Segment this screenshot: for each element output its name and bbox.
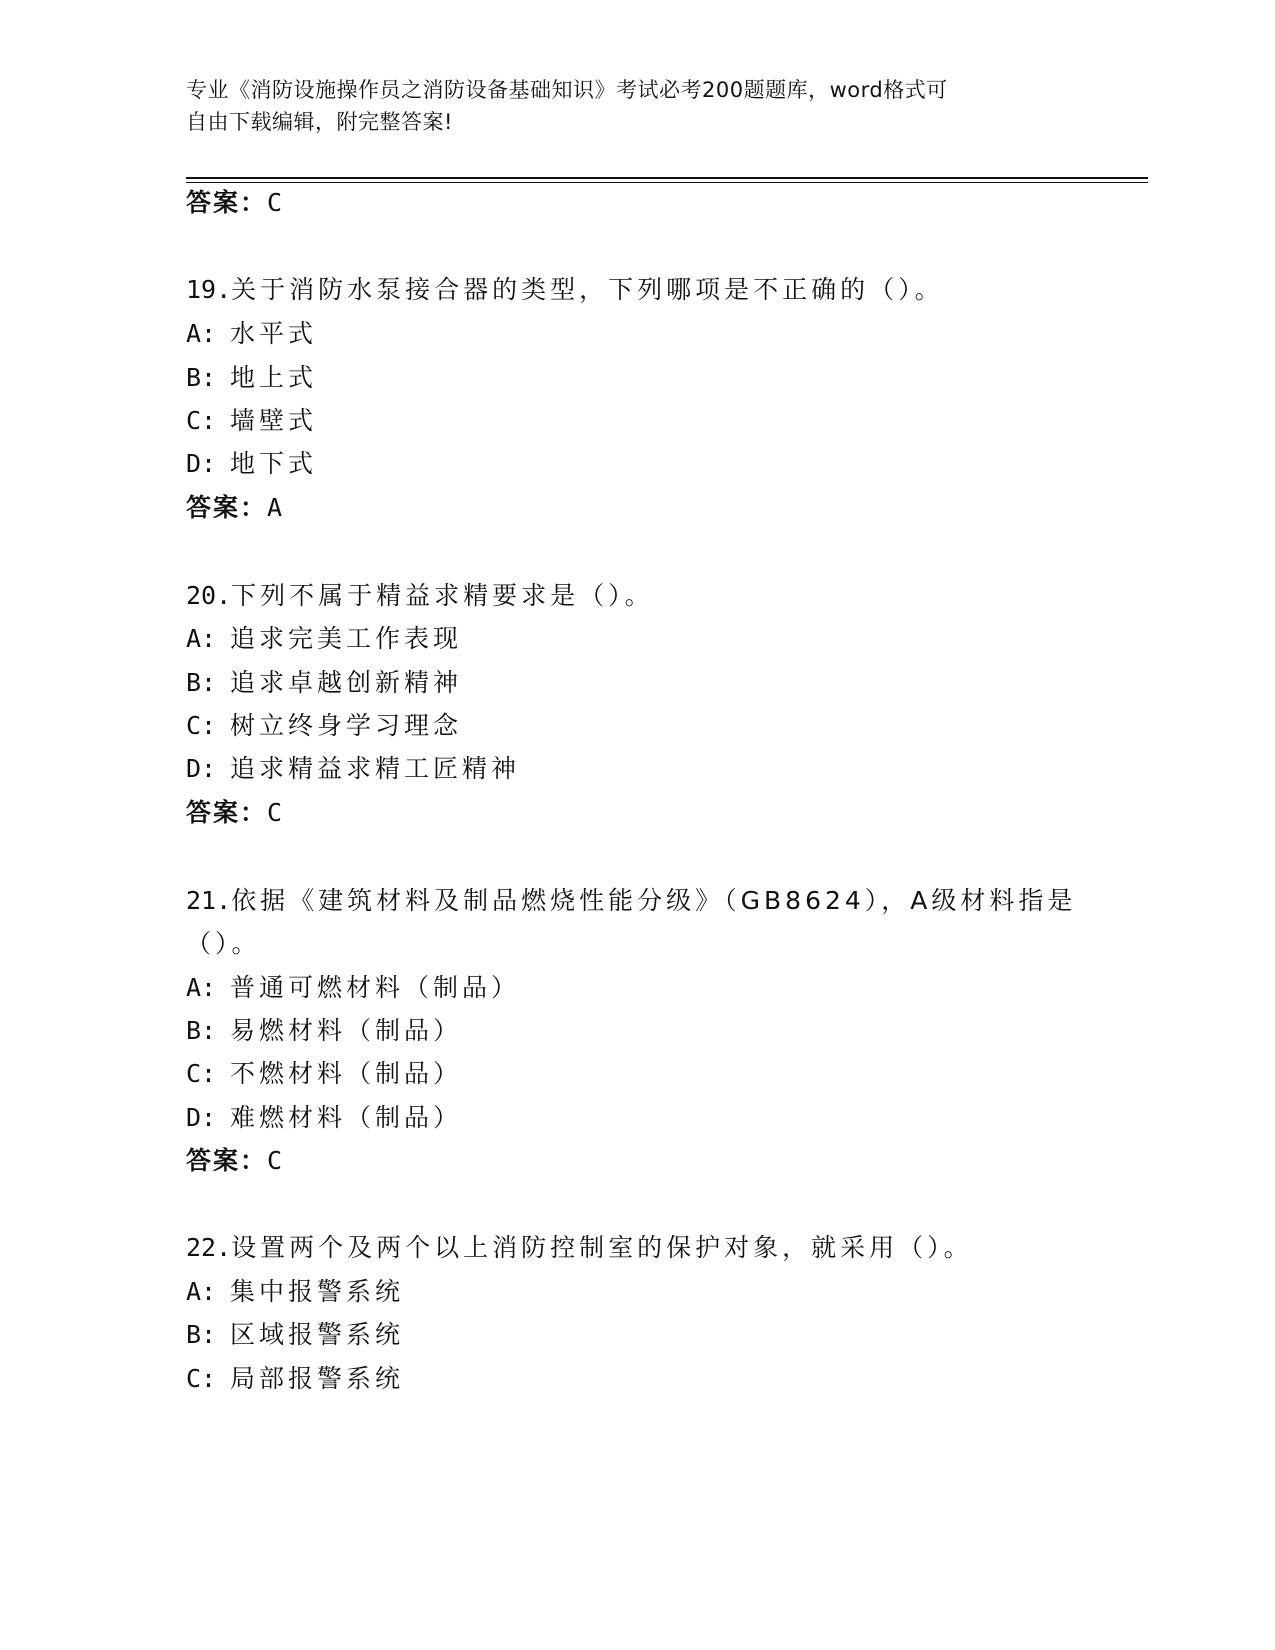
question-21 [186, 885, 1076, 917]
option-19-b [186, 362, 317, 394]
question-19 [186, 274, 944, 306]
answer-line-prev [186, 187, 283, 219]
answer-label: 答案： [186, 798, 268, 827]
answer-line-21 [186, 1145, 283, 1177]
answer-value: A [267, 493, 284, 522]
option-text: 不燃材料（制品） [230, 1059, 463, 1088]
question-22 [186, 1232, 973, 1264]
document-header [186, 74, 1066, 138]
option-key: D: [186, 754, 217, 783]
option-19-a [186, 318, 317, 350]
header-line-2: 自由下载编辑，附完整答案! [186, 110, 453, 134]
option-text: 局部报警系统 [230, 1364, 405, 1393]
question-text: 依据《建筑材料及制品燃烧性能分级》（GB8624），A级材料指是 [231, 886, 1077, 915]
option-text: 水平式 [230, 319, 318, 348]
option-20-d [186, 753, 520, 785]
option-key: A: [186, 1277, 217, 1306]
option-key: C: [186, 1059, 217, 1088]
question-number: 21. [186, 886, 232, 915]
question-text: 关于消防水泵接合器的类型，下列哪项是不正确的（）。 [231, 275, 944, 304]
option-20-a [186, 623, 462, 655]
option-text: 区域报警系统 [230, 1320, 405, 1349]
option-21-d [186, 1102, 462, 1134]
header-divider-thick [186, 177, 1148, 179]
option-20-c [186, 710, 462, 742]
answer-value: C [267, 1146, 284, 1175]
option-key: D: [186, 1103, 217, 1132]
option-19-d [186, 448, 317, 480]
option-text: 追求精益求精工匠精神 [230, 754, 521, 783]
option-22-a [186, 1276, 404, 1308]
question-21-continuation [186, 928, 261, 960]
option-key: B: [186, 363, 217, 392]
option-key: A: [186, 624, 217, 653]
option-key: C: [186, 1364, 217, 1393]
question-number: 19. [186, 275, 232, 304]
option-text: 地下式 [230, 449, 318, 478]
answer-value: C [267, 188, 284, 217]
answer-label: 答案： [186, 493, 268, 522]
question-number: 22. [186, 1233, 232, 1262]
option-21-c [186, 1058, 462, 1090]
question-text: 下列不属于精益求精要求是（）。 [231, 581, 654, 610]
question-20 [186, 580, 654, 612]
question-text: 设置两个及两个以上消防控制室的保护对象，就采用（）。 [231, 1233, 973, 1262]
answer-line-20 [186, 797, 283, 829]
option-21-a [186, 972, 520, 1004]
option-22-c [186, 1363, 404, 1395]
answer-label: 答案： [186, 188, 268, 217]
header-line-1: 专业《消防设施操作员之消防设备基础知识》考试必考200题题库，word格式可 [186, 78, 948, 102]
option-key: A: [186, 973, 217, 1002]
option-text: 追求卓越创新精神 [230, 668, 463, 697]
option-text: 普通可燃材料（制品） [230, 973, 521, 1002]
option-text: 墙壁式 [230, 406, 318, 435]
header-divider-thin [186, 182, 1148, 183]
option-key: B: [186, 668, 217, 697]
option-text: 集中报警系统 [230, 1277, 405, 1306]
option-text: 树立终身学习理念 [230, 711, 463, 740]
option-key: A: [186, 319, 217, 348]
answer-label: 答案： [186, 1146, 268, 1175]
option-key: B: [186, 1320, 217, 1349]
option-key: B: [186, 1016, 217, 1045]
answer-value: C [267, 798, 284, 827]
question-number: 20. [186, 581, 232, 610]
option-20-b [186, 667, 462, 699]
option-text: 难燃材料（制品） [230, 1103, 463, 1132]
option-22-b [186, 1319, 404, 1351]
option-key: C: [186, 406, 217, 435]
option-text: 易燃材料（制品） [230, 1016, 463, 1045]
option-key: D: [186, 449, 217, 478]
question-text-continued: （）。 [186, 929, 261, 958]
option-21-b [186, 1015, 462, 1047]
option-text: 追求完美工作表现 [230, 624, 463, 653]
answer-line-19 [186, 492, 283, 524]
option-19-c [186, 405, 317, 437]
option-key: C: [186, 711, 217, 740]
option-text: 地上式 [230, 363, 318, 392]
